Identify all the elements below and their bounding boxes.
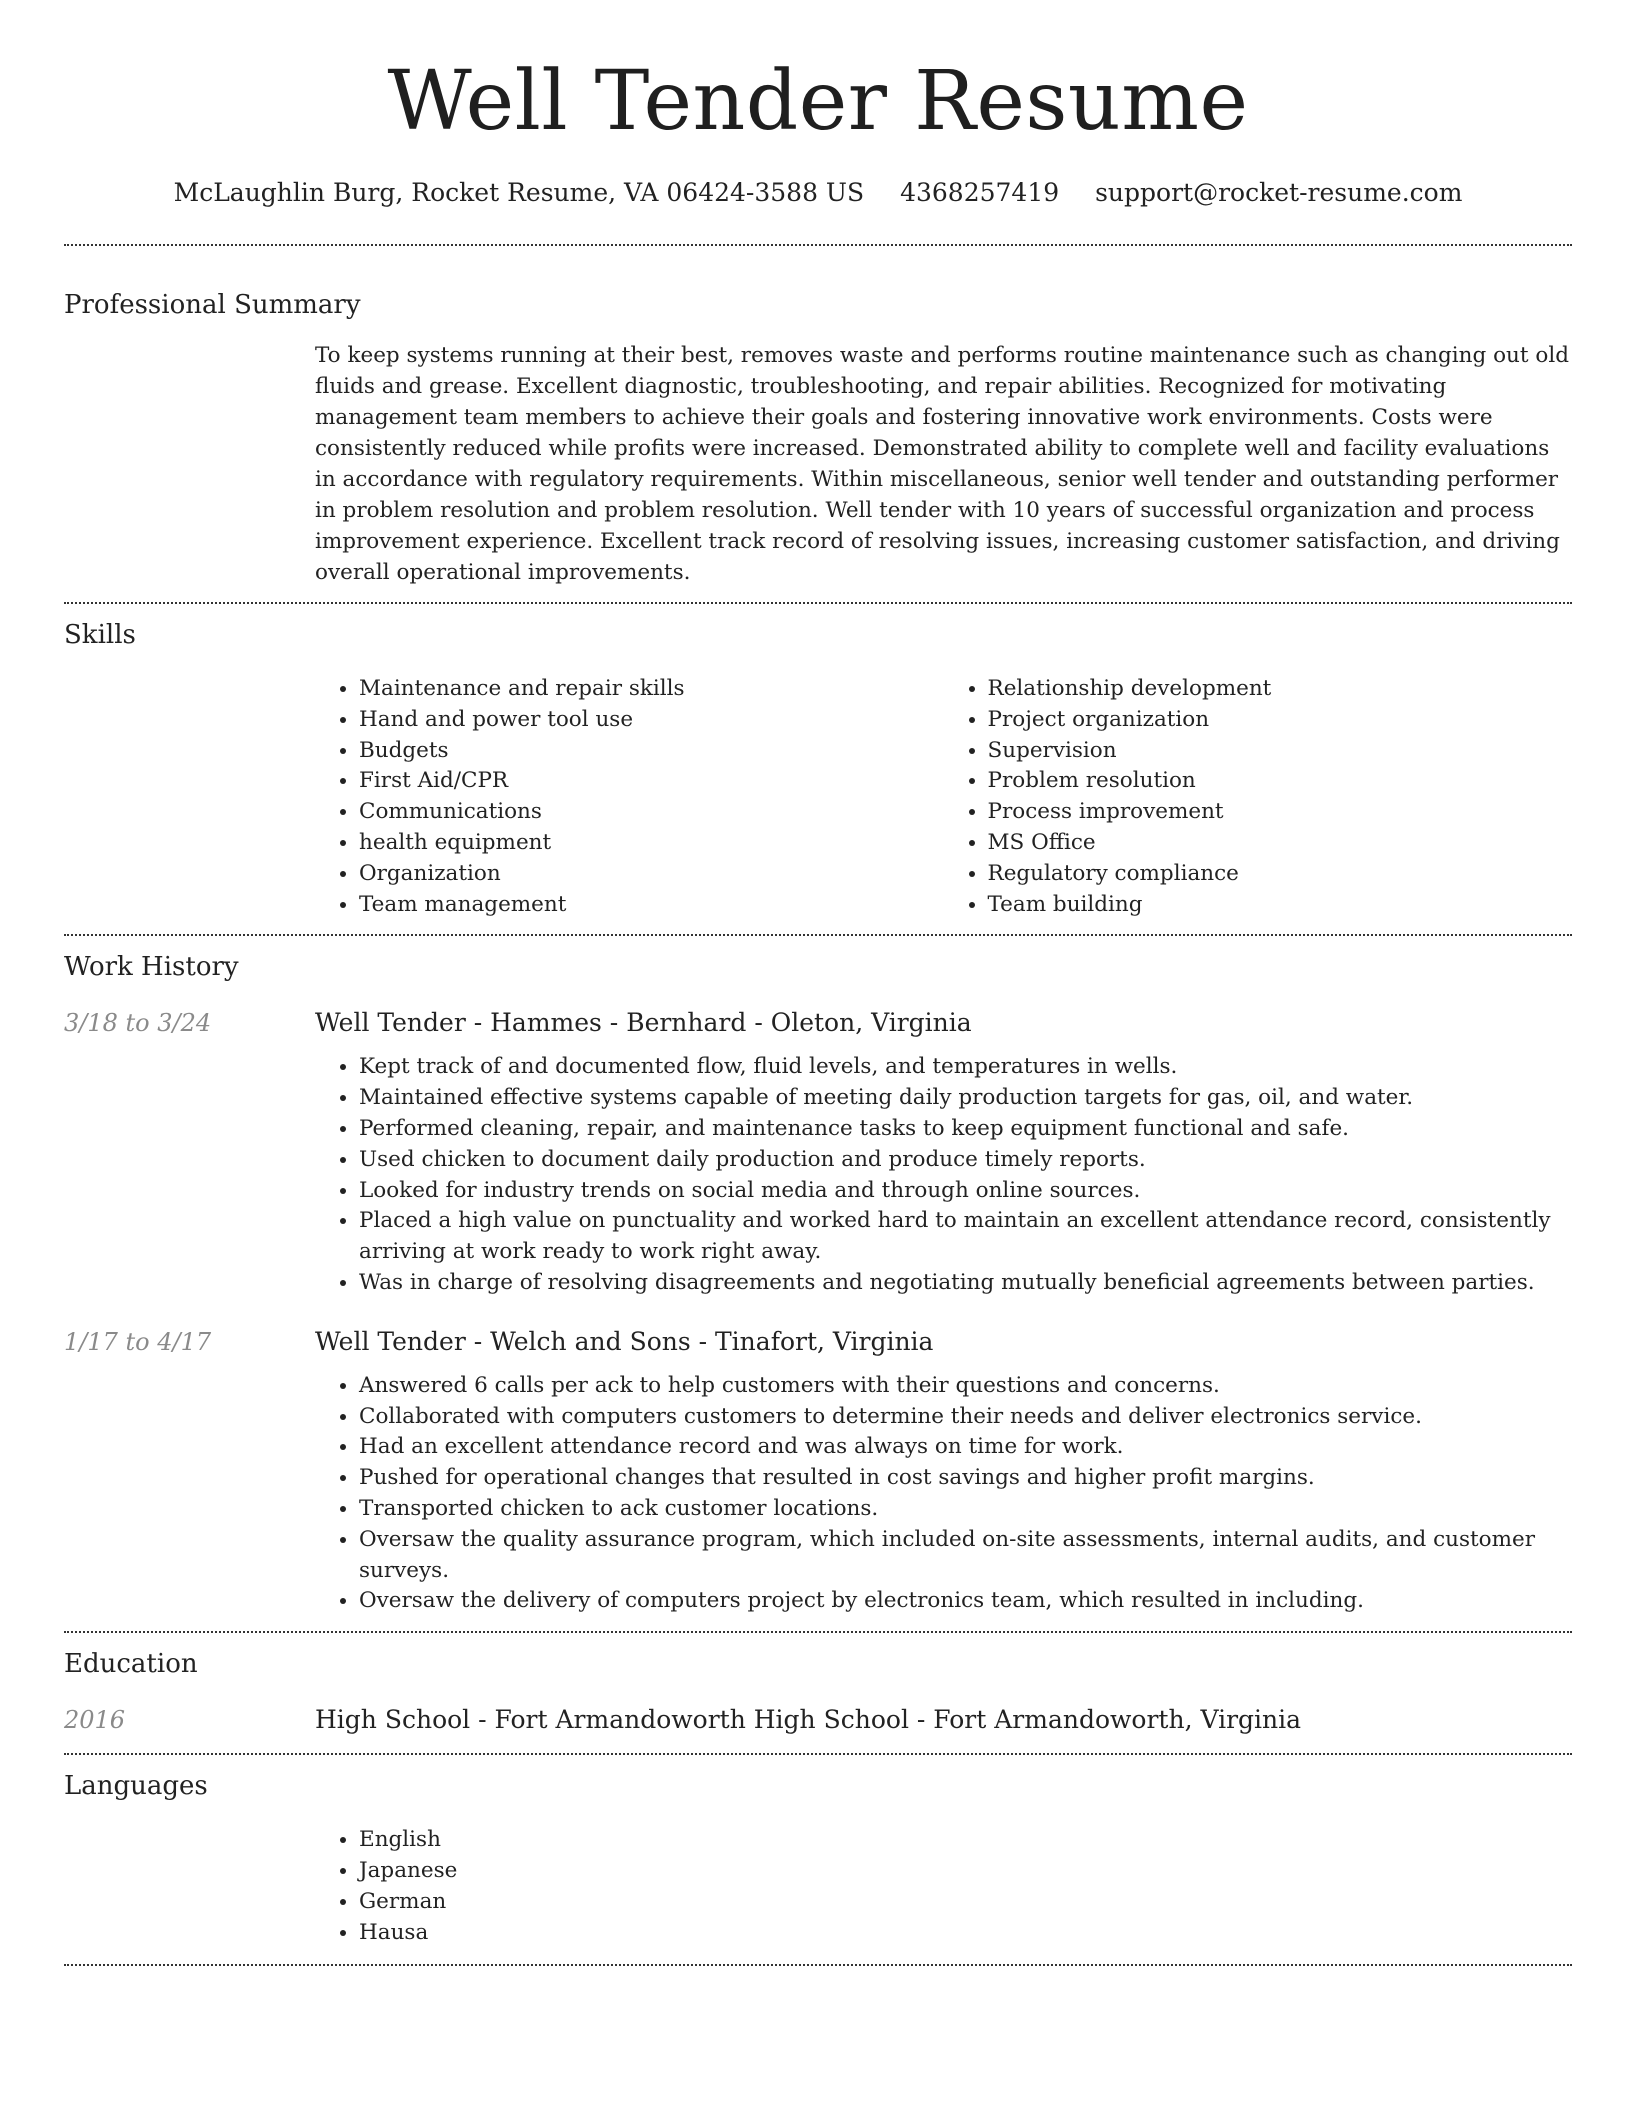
education-details — [315, 1703, 1572, 1737]
summary-section — [64, 246, 1572, 588]
skill-item: • Problem resolution — [988, 766, 1573, 797]
job-bullet: • Maintained effective systems capable of meeting daily production targets for gas, oil, and water. — [359, 1083, 1572, 1114]
job-bullet: • Performed cleaning, repair, and maintenance tasks to keep equipment functional and safe. — [359, 1114, 1572, 1145]
job-bullet: • Placed a high value on punctuality and worked hard to maintain an excellent attendance record, consistently arriving at work ready to work right away. — [359, 1206, 1572, 1268]
skill-item: • health equipment — [359, 828, 944, 859]
education-heading-line: High School - Fort Armandoworth High School - Fort Armandoworth, Virginia — [315, 1705, 1302, 1735]
skill-item: • Supervision — [988, 736, 1573, 767]
skills-list-left — [315, 674, 944, 920]
job-bullet: • Pushed for operational changes that resulted in cost savings and higher profit margins. — [359, 1463, 1572, 1494]
languages-section — [64, 1755, 1572, 1948]
contact-line — [64, 176, 1572, 210]
skill-item: • Process improvement — [988, 797, 1573, 828]
job-bullet: • Was in charge of resolving disagreements and negotiating mutually beneficial agreements between parties. — [359, 1268, 1572, 1299]
languages-list — [315, 1825, 1572, 1948]
work-history-section — [64, 936, 1572, 1631]
job-bullets — [315, 1371, 1572, 1617]
language-item: • Japanese — [359, 1856, 1572, 1887]
skill-item: • Team building — [988, 890, 1573, 921]
job-bullet: • Transported chicken to ack customer locations. — [359, 1494, 1572, 1525]
contact-phone: 4368257419 — [900, 178, 1060, 207]
job-bullet: • Collaborated with computers customers to determine their needs and deliver electronics service. — [359, 1402, 1572, 1433]
skill-item: • Project organization — [988, 705, 1573, 736]
skills-section — [64, 604, 1572, 920]
education-entry — [64, 1703, 1572, 1737]
language-item: • English — [359, 1825, 1572, 1856]
job-bullet: • Answered 6 calls per ack to help customers with their questions and concerns. — [359, 1371, 1572, 1402]
languages-heading: Languages — [64, 1771, 208, 1802]
job-bullet: • Oversaw the quality assurance program, which included on-site assessments, internal audits, and customer surveys. — [359, 1525, 1572, 1587]
skills-grid — [315, 674, 1572, 920]
job-bullet: • Had an excellent attendance record and was always on time for work. — [359, 1432, 1572, 1463]
skill-item: • MS Office — [988, 828, 1573, 859]
skill-item: • Regulatory compliance — [988, 859, 1573, 890]
summary-text: To keep systems running at their best, removes waste and performs routine maintenance such as changing out old fluids and grease. Excellent diagnostic, troubleshooting, and repair abilities. Recognized for motivating management team members to achieve their goals and fostering innovative work environments. Costs were consistently reduced while profits were increased. Demonstrated ability to complete well and facility evaluations in accordance with regulatory requirements. Within miscellaneous, senior well tender and outstanding performer in problem resolution and problem resolution. Well tender with 10 years of successful organization and process improvement experience. Excellent track record of resolving issues, increasing customer satisfaction, and driving overall operational improvements. — [315, 343, 1569, 585]
job-heading: Well Tender - Hammes - Bernhard - Oleton, Virginia — [315, 1008, 972, 1038]
language-item: • German — [359, 1887, 1572, 1918]
skill-item: • Budgets — [359, 736, 944, 767]
work-history-heading: Work History — [64, 952, 239, 983]
education-section — [64, 1633, 1572, 1737]
job-bullets — [315, 1052, 1572, 1298]
contact-email: support@rocket-resume.com — [1095, 178, 1463, 207]
skill-item: • Relationship development — [988, 674, 1573, 705]
job-entry — [64, 1006, 1572, 1298]
education-heading: Education — [64, 1649, 198, 1680]
skill-item: • Organization — [359, 859, 944, 890]
skill-item: • Communications — [359, 797, 944, 828]
resume-page — [64, 0, 1572, 1966]
languages-block — [315, 1825, 1572, 1948]
skill-item: • Team management — [359, 890, 944, 921]
job-entry — [64, 1325, 1572, 1617]
language-item: • Hausa — [359, 1918, 1572, 1949]
job-bullet: • Oversaw the delivery of computers project by electronics team, which resulted in including. — [359, 1586, 1572, 1617]
job-heading: Well Tender - Welch and Sons - Tinafort, Virginia — [315, 1326, 934, 1356]
job-date: 3/18 to 3/24 — [64, 1009, 212, 1038]
section-divider — [64, 1964, 1572, 1966]
job-bullet: • Used chicken to document daily production and produce timely reports. — [359, 1145, 1572, 1176]
skills-heading: Skills — [64, 620, 136, 650]
job-bullet: • Kept track of and documented flow, fluid levels, and temperatures in wells. — [359, 1052, 1572, 1083]
resume-title: Well Tender Resume — [387, 54, 1249, 149]
education-date: 2016 — [64, 1706, 126, 1735]
summary-heading: Professional Summary — [64, 290, 361, 320]
skill-item: • Hand and power tool use — [359, 705, 944, 736]
skill-item: • First Aid/CPR — [359, 766, 944, 797]
contact-address: McLaughlin Burg, Rocket Resume, VA 06424-3588 US — [173, 178, 865, 207]
skills-list-right — [944, 674, 1573, 920]
job-details — [315, 1325, 1572, 1617]
skill-item: • Maintenance and repair skills — [359, 674, 944, 705]
job-date: 1/17 to 4/17 — [64, 1327, 212, 1356]
job-details — [315, 1006, 1572, 1298]
job-bullet: • Looked for industry trends on social media and through online sources. — [359, 1176, 1572, 1207]
